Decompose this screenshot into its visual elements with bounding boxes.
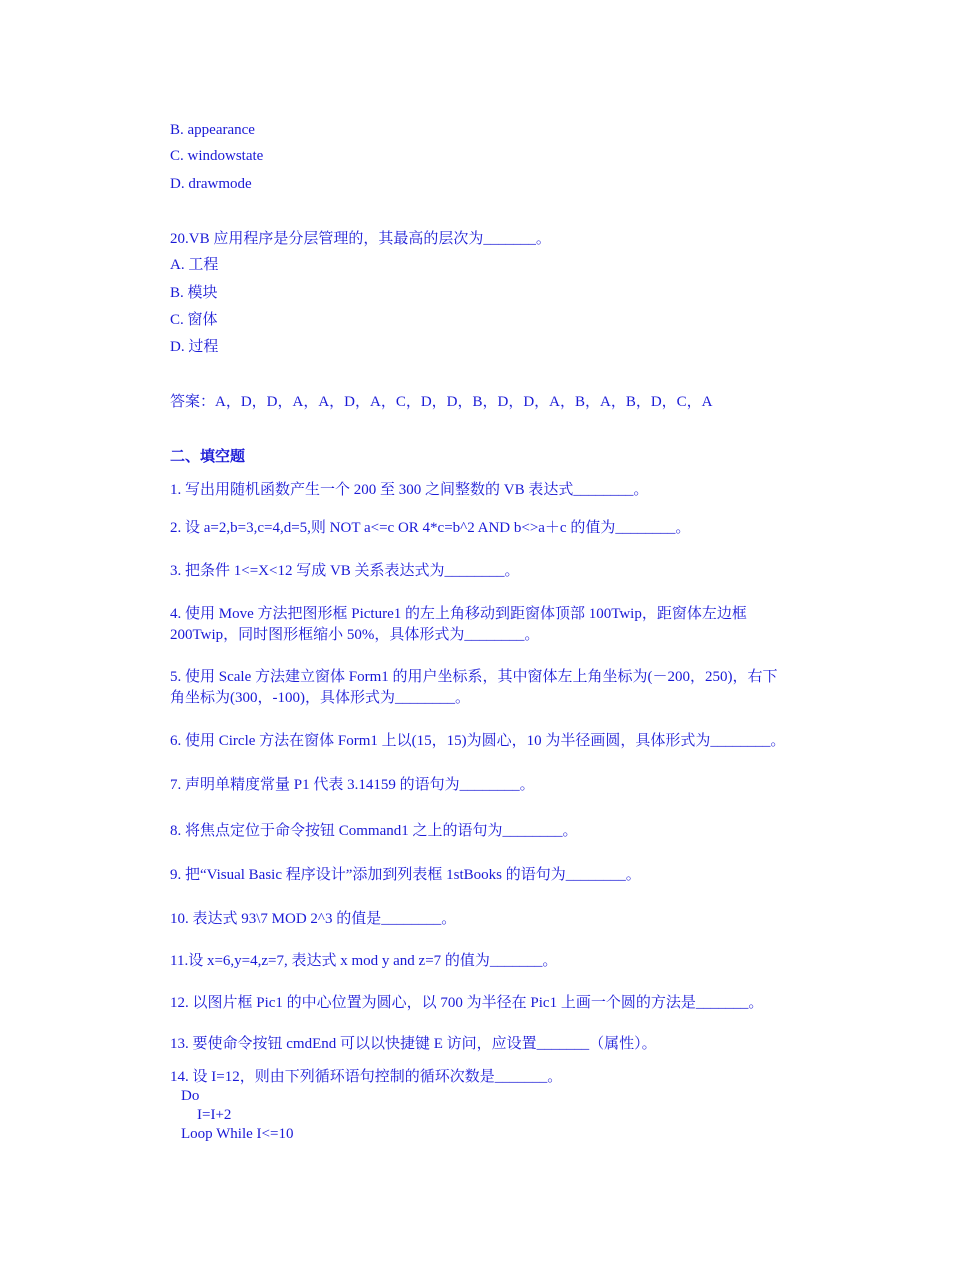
answer-key: 答案：A，D，D，A，A，D，A，C，D，D，B，D，D，A，B，A，B，D，C，A bbox=[170, 394, 713, 410]
q19-option-b: B. appearance bbox=[170, 122, 255, 138]
fill-blank-7: 7. 声明单精度常量 P1 代表 3.14159 的语句为________。 bbox=[170, 777, 535, 793]
fill-blank-6: 6. 使用 Circle 方法在窗体 Form1 上以(15，15)为圆心，10 为半径画圆，具体形式为________。 bbox=[170, 733, 786, 749]
q19-option-c: C. windowstate bbox=[170, 148, 264, 164]
fill-blank-5a: 5. 使用 Scale 方法建立窗体 Form1 的用户坐标系，其中窗体左上角坐标为(－200，250)，右下 bbox=[170, 669, 778, 685]
code-line-increment: I=I+2 bbox=[197, 1107, 232, 1123]
fill-blank-3: 3. 把条件 1<=X<12 写成 VB 关系表达式为________。 bbox=[170, 563, 520, 579]
q20-option-d: D. 过程 bbox=[170, 339, 219, 355]
q20-option-a: A. 工程 bbox=[170, 257, 219, 273]
fill-blank-14: 14. 设 I=12，则由下列循环语句控制的循环次数是_______。 bbox=[170, 1069, 563, 1085]
fill-blank-12: 12. 以图片框 Pic1 的中心位置为圆心，以 700 为半径在 Pic1 上画一个圆的方法是_______。 bbox=[170, 995, 764, 1011]
fill-blank-10: 10. 表达式 93\7 MOD 2^3 的值是________。 bbox=[170, 911, 457, 927]
q20-stem: 20.VB 应用程序是分层管理的，其最高的层次为_______。 bbox=[170, 231, 551, 247]
q19-option-d: D. drawmode bbox=[170, 176, 252, 192]
code-line-loop-while: Loop While I<=10 bbox=[181, 1126, 294, 1142]
fill-blank-9: 9. 把“Visual Basic 程序设计”添加到列表框 1stBooks 的语句为________。 bbox=[170, 867, 641, 883]
fill-blank-8: 8. 将焦点定位于命令按钮 Command1 之上的语句为________。 bbox=[170, 823, 578, 839]
fill-blank-4b: 200Twip，同时图形框缩小 50%，具体形式为________。 bbox=[170, 627, 540, 643]
fill-blank-4a: 4. 使用 Move 方法把图形框 Picture1 的左上角移动到距窗体顶部 100Twip，距窗体左边框 bbox=[170, 606, 747, 622]
q20-option-b: B. 模块 bbox=[170, 285, 218, 301]
fill-blank-2: 2. 设 a=2,b=3,c=4,d=5,则 NOT a<=c OR 4*c=b^2 AND b<>a＋c 的值为________。 bbox=[170, 520, 691, 536]
fill-blank-13: 13. 要使命令按钮 cmdEnd 可以以快捷键 E 访问，应设置_______（属性）。 bbox=[170, 1036, 657, 1052]
code-line-do: Do bbox=[181, 1088, 200, 1104]
fill-blank-1: 1. 写出用随机函数产生一个 200 至 300 之间整数的 VB 表达式________。 bbox=[170, 482, 649, 498]
q20-option-c: C. 窗体 bbox=[170, 312, 218, 328]
fill-blank-11: 11.设 x=6,y=4,z=7, 表达式 x mod y and z=7 的值为_______。 bbox=[170, 953, 558, 969]
section-heading: 二、填空题 bbox=[170, 447, 246, 465]
fill-blank-5b: 角坐标为(300，-100)，具体形式为________。 bbox=[170, 690, 470, 706]
